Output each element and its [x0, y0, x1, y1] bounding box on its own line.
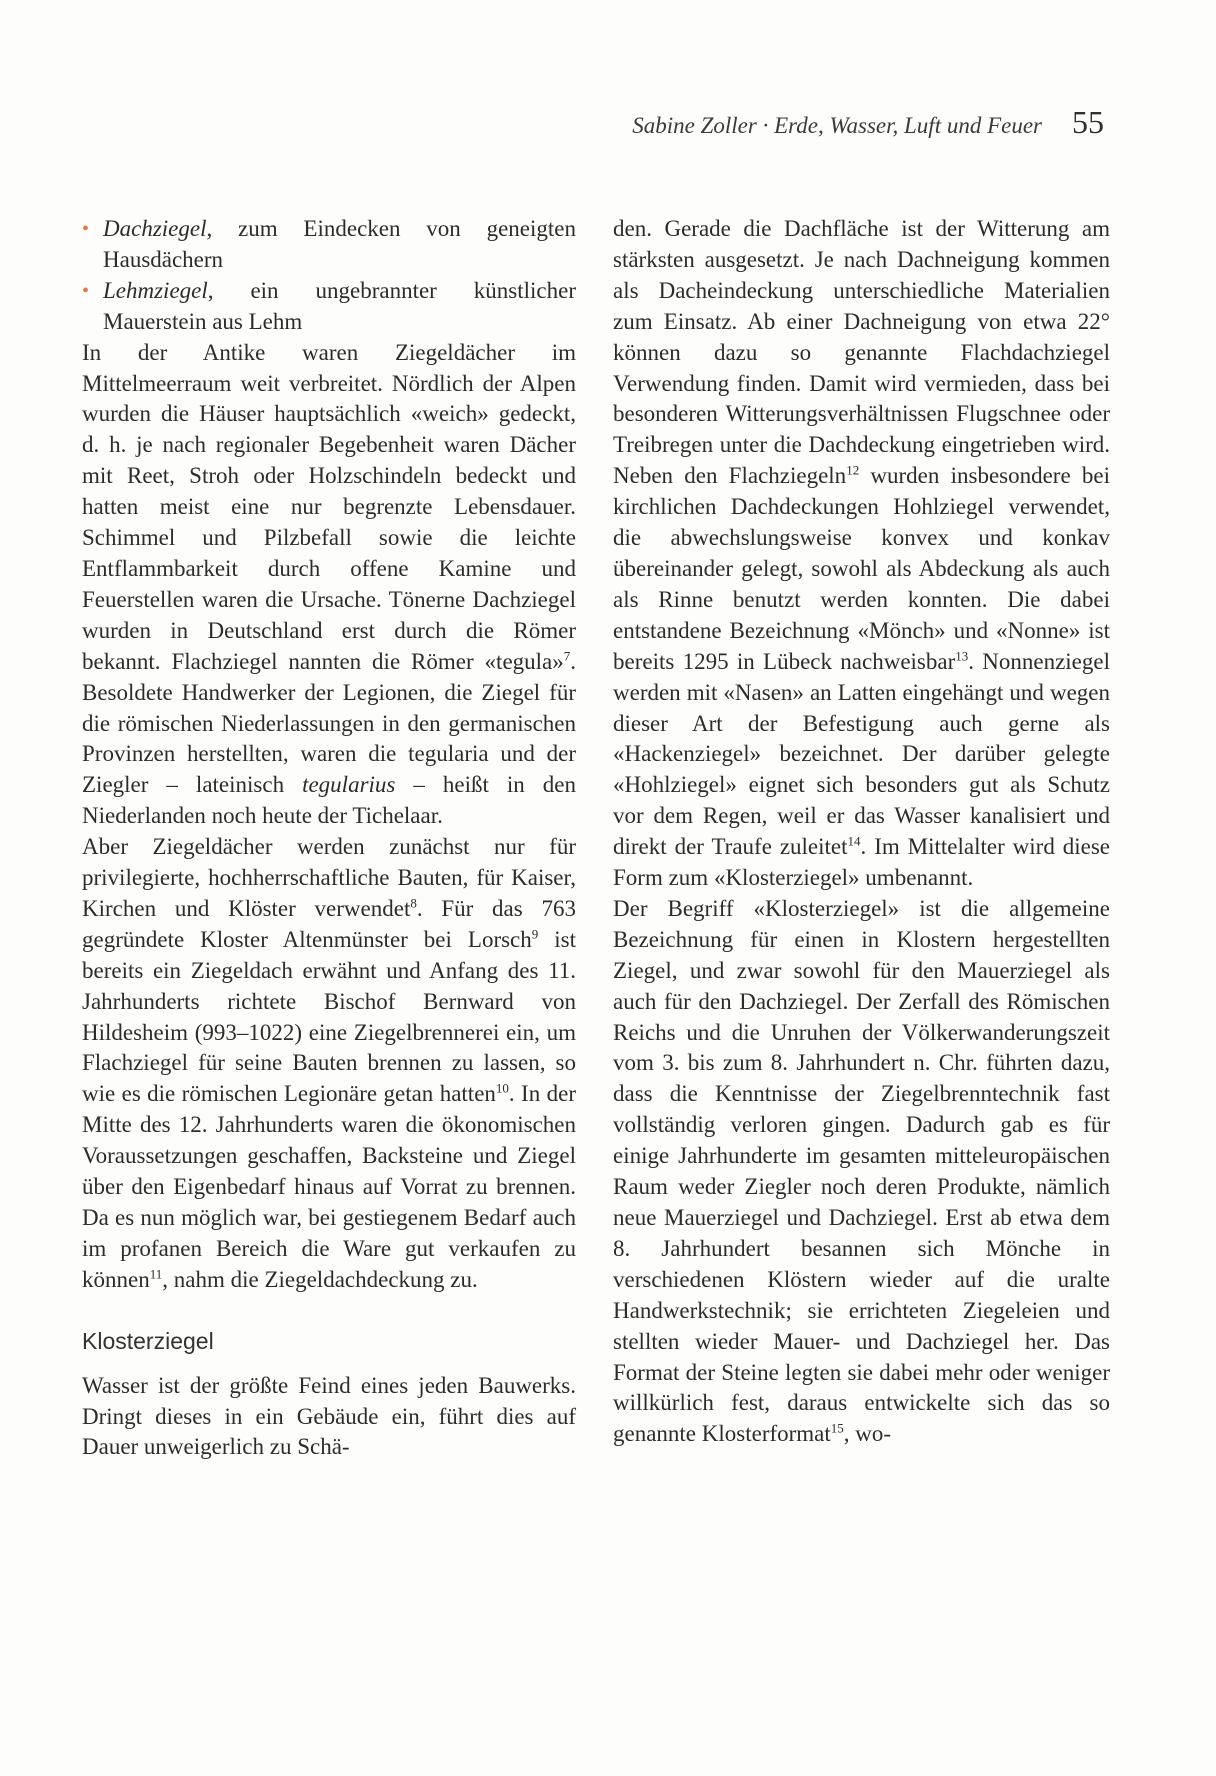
- page-number: 55: [1072, 104, 1104, 140]
- text-run: – heißt in den Niederlanden noch heute der Tichelaar.: [82, 772, 576, 829]
- footnote-ref: 7: [563, 648, 571, 664]
- footnote-ref: 12: [846, 462, 860, 478]
- footnote-ref: 13: [955, 648, 969, 664]
- footnote-ref: 11: [149, 1266, 163, 1282]
- italic-term: tegularius: [302, 772, 396, 798]
- text-run: . Für das 763 gegründete Kloster Altenmünster bei Lorsch: [82, 895, 576, 952]
- text-run: den. Gerade die Dachfläche ist der Witterung am stärksten ausgesetzt. Je nach Dachneigung kommen als Dacheindeckung unterschiedliche Materialien zum Einsatz. Ab einer Dachneigung von etwa 22° können dazu so genannte Flachdachziegel Verwendung finden. Damit wird vermieden, dass bei besonderen Witterungsverhältnissen Flugschnee oder Treibregen unter die Dachdeckung eingetrieben wird. Neben den Flachziegeln: [613, 216, 1110, 489]
- running-head: [632, 104, 1104, 141]
- footnote-ref: 15: [830, 1420, 844, 1436]
- paragraph: [613, 894, 1110, 1450]
- text-run: wurden insbesondere bei kirchlichen Dachdeckungen Hohlziegel verwendet, die abwechslungsweise konvex und konkav übereinander gelegt, sowohl als Abdeckung als auch als Rinne benutzt werden konnten. Die dabei entstandene Bezeichnung «Mönch» und «Nonne» ist bereits 1295 in Lübeck nachweisbar: [613, 463, 1110, 674]
- paragraph: [82, 338, 576, 833]
- running-head-title: Sabine Zoller · Erde, Wasser, Luft und Feuer: [632, 113, 1042, 138]
- bullet-text: , ein ungebrannter künstlicher Mauerstein aus Lehm: [103, 277, 576, 334]
- text-run: In der Antike waren Ziegeldächer im Mittelmeerraum weit verbreitet. Nördlich der Alpen wurden die Häuser hauptsächlich «weich» gedeckt, d. h. je nach regionaler Begebenheit waren Dächer mit Reet, Stroh oder Holzschindeln bedeckt und hatten meist eine nur begrenzte Lebensdauer. Schimmel und Pilzbefall sowie die leichte Entflammbarkeit durch offene Kamine und Feuerstellen waren die Ursache. Tönerne Dachziegel wurden in Deutschland erst durch die Römer bekannt. Flachziegel nannten die Römer «tegula»: [82, 339, 576, 674]
- bullet-term: Lehmziegel: [103, 277, 208, 303]
- footnote-ref: 14: [847, 833, 861, 849]
- bullet-icon: •: [82, 279, 90, 302]
- text-run: . Besoldete Handwerker der Legionen, die Ziegel für die römischen Niederlassungen in den germanischen Provinzen herstellten, waren die tegularia und der Ziegler – lateinisch: [82, 648, 576, 798]
- footnote-ref: 10: [495, 1080, 509, 1096]
- text-run: Aber Ziegeldächer werden zunächst nur für privilegierte, hochherrschaftliche Bauten, für Kaiser, Kirchen und Klöster verwendet: [82, 834, 576, 921]
- footnote-ref: 9: [531, 926, 539, 942]
- text-run: , wo-: [843, 1421, 892, 1447]
- footnote-ref: 8: [410, 895, 417, 911]
- text-run: . Nonnenziegel werden mit «Nasen» an Latten eingehängt und wegen dieser Art der Befestigung auch gerne als «Hackenziegel» bezeichnet. Der darüber gelegte «Hohlziegel» eignet sich besonders gut als Schutz vor dem Regen, weil er das Wasser kanalisiert und direkt der Traufe zuleitet: [613, 648, 1110, 860]
- text-run: ist bereits ein Ziegeldach erwähnt und Anfang des 11. Jahrhunderts richtete Bischof Bernward von Hildesheim (993–1022) eine Ziegelbrennerei ein, um Flachziegel für seine Bauten brennen zu lassen, so wie es die römischen Legionäre getan hatten: [82, 926, 576, 1107]
- paragraph: [613, 214, 1110, 894]
- paragraph: Wasser ist der größte Feind eines jeden Bauwerks. Dringt dieses in ein Gebäude ein, führt dies auf Dauer unweigerlich zu Schä-: [82, 1372, 576, 1460]
- text-run: , nahm die Ziegeldachdeckung zu.: [162, 1266, 478, 1292]
- bullet-item: [82, 214, 576, 276]
- right-column: [613, 214, 1110, 1450]
- text-run: . In der Mitte des 12. Jahrhunderts waren die ökonomischen Voraussetzungen geschaffen, Backsteine und Ziegel über den Eigenbedarf hinaus auf Vorrat zu brennen. Da es nun möglich war, bei gestiegenem Bedarf auch im profanen Bereich die Ware gut verkaufen zu können: [82, 1081, 576, 1292]
- paragraph: [82, 832, 576, 1296]
- bullet-text: , zum Eindecken von geneigten Hausdächern: [103, 216, 576, 272]
- bullet-term: Dachziegel: [103, 216, 207, 241]
- section-heading: Klosterziegel: [82, 1327, 214, 1354]
- text-run: Der Begriff «Klosterziegel» ist die allgemeine Bezeichnung für einen in Klostern hergestellten Ziegel, und zwar sowohl für den Mauerziegel als auch für den Dachziegel. Der Zerfall des Römischen Reichs und die Unruhen der Völkerwanderungszeit vom 3. bis zum 8. Jahrhundert n. Chr. führten dazu, dass die Kenntnisse der Ziegelbrenntechnik fast vollständig verloren gingen. Dadurch gab es für einige Jahrhunderte im gesamten mitteleuropäischen Raum weder Ziegler noch deren Produkte, nämlich neue Mauerziegel und Dachziegel. Erst ab etwa dem 8. Jahrhundert besannen sich Mönche in verschiedenen Klöstern wieder auf die uralte Handwerkstechnik; sie errichteten Ziegeleien und stellten wieder Mauer- und Dachziegel her. Das Format der Steine legten sie dabei mehr oder weniger willkürlich fest, daraus entwickelte sich das so genannte Klosterformat: [613, 895, 1110, 1447]
- text-run: . Im Mittelalter wird diese Form zum «Klosterziegel» umbenannt.: [613, 834, 1111, 891]
- bullet-icon: •: [82, 218, 90, 240]
- bullet-item: [82, 276, 576, 338]
- left-column: [82, 214, 576, 1463]
